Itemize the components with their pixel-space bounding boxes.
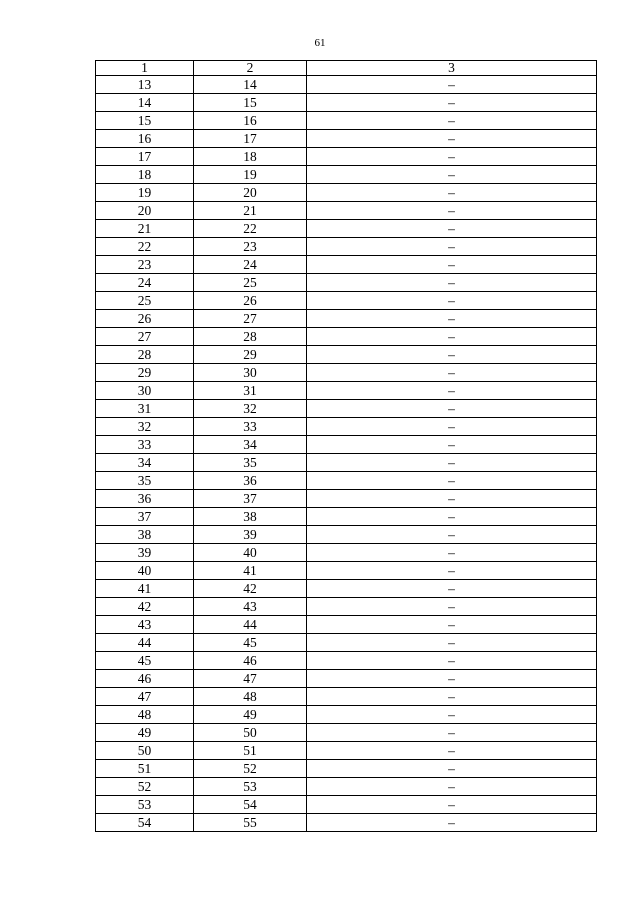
table-cell-col3: – bbox=[307, 184, 597, 202]
table-cell-col1: 37 bbox=[96, 508, 194, 526]
table-row bbox=[96, 148, 597, 166]
table-cell-col3: – bbox=[307, 220, 597, 238]
table-row bbox=[96, 760, 597, 778]
table-row bbox=[96, 580, 597, 598]
table-cell-col3: – bbox=[307, 382, 597, 400]
table-cell-col3: – bbox=[307, 364, 597, 382]
table-cell-col1: 15 bbox=[96, 112, 194, 130]
table-row bbox=[96, 472, 597, 490]
table-row bbox=[96, 382, 597, 400]
table-cell-col3: – bbox=[307, 778, 597, 796]
table-cell-col3: – bbox=[307, 256, 597, 274]
table-cell-col2: 46 bbox=[194, 652, 307, 670]
table-cell-col1: 52 bbox=[96, 778, 194, 796]
table-cell-col1: 18 bbox=[96, 166, 194, 184]
table-cell-col1: 50 bbox=[96, 742, 194, 760]
table-body bbox=[96, 76, 597, 832]
column-header-1: 1 bbox=[96, 61, 194, 76]
table-row bbox=[96, 670, 597, 688]
table-row bbox=[96, 436, 597, 454]
table-cell-col3: – bbox=[307, 202, 597, 220]
table-cell-col3: – bbox=[307, 670, 597, 688]
table-cell-col1: 54 bbox=[96, 814, 194, 832]
table-cell-col3: – bbox=[307, 562, 597, 580]
table-cell-col1: 26 bbox=[96, 310, 194, 328]
table-cell-col2: 55 bbox=[194, 814, 307, 832]
table-row bbox=[96, 688, 597, 706]
table-cell-col2: 21 bbox=[194, 202, 307, 220]
table-row bbox=[96, 634, 597, 652]
table-row bbox=[96, 724, 597, 742]
table-row bbox=[96, 166, 597, 184]
table-cell-col2: 22 bbox=[194, 220, 307, 238]
table-row bbox=[96, 94, 597, 112]
table-cell-col3: – bbox=[307, 616, 597, 634]
table-cell-col2: 14 bbox=[194, 76, 307, 94]
table-cell-col1: 14 bbox=[96, 94, 194, 112]
table-cell-col2: 52 bbox=[194, 760, 307, 778]
table-cell-col2: 17 bbox=[194, 130, 307, 148]
table-row bbox=[96, 292, 597, 310]
table-cell-col2: 35 bbox=[194, 454, 307, 472]
table-row bbox=[96, 598, 597, 616]
table-cell-col2: 53 bbox=[194, 778, 307, 796]
table-cell-col1: 33 bbox=[96, 436, 194, 454]
table-cell-col1: 46 bbox=[96, 670, 194, 688]
table-cell-col1: 20 bbox=[96, 202, 194, 220]
table-cell-col2: 33 bbox=[194, 418, 307, 436]
table-row bbox=[96, 796, 597, 814]
table-cell-col2: 43 bbox=[194, 598, 307, 616]
table-cell-col3: – bbox=[307, 436, 597, 454]
table-row bbox=[96, 76, 597, 94]
table-row bbox=[96, 256, 597, 274]
table-cell-col3: – bbox=[307, 310, 597, 328]
table-cell-col2: 25 bbox=[194, 274, 307, 292]
table-cell-col3: – bbox=[307, 94, 597, 112]
table-cell-col1: 31 bbox=[96, 400, 194, 418]
table-cell-col3: – bbox=[307, 490, 597, 508]
table-cell-col2: 32 bbox=[194, 400, 307, 418]
table-cell-col3: – bbox=[307, 238, 597, 256]
table-cell-col2: 29 bbox=[194, 346, 307, 364]
table-row bbox=[96, 112, 597, 130]
table-cell-col3: – bbox=[307, 472, 597, 490]
table-cell-col3: – bbox=[307, 418, 597, 436]
table-cell-col2: 26 bbox=[194, 292, 307, 310]
table-cell-col1: 48 bbox=[96, 706, 194, 724]
table-cell-col1: 13 bbox=[96, 76, 194, 94]
table-row bbox=[96, 364, 597, 382]
table-cell-col2: 42 bbox=[194, 580, 307, 598]
table-cell-col1: 41 bbox=[96, 580, 194, 598]
table-cell-col1: 23 bbox=[96, 256, 194, 274]
table-cell-col2: 54 bbox=[194, 796, 307, 814]
table-cell-col1: 39 bbox=[96, 544, 194, 562]
table-cell-col1: 40 bbox=[96, 562, 194, 580]
table-cell-col2: 47 bbox=[194, 670, 307, 688]
table-cell-col1: 17 bbox=[96, 148, 194, 166]
table-cell-col1: 30 bbox=[96, 382, 194, 400]
table-cell-col3: – bbox=[307, 544, 597, 562]
table-cell-col1: 29 bbox=[96, 364, 194, 382]
table-row bbox=[96, 346, 597, 364]
table-cell-col3: – bbox=[307, 580, 597, 598]
table-cell-col1: 36 bbox=[96, 490, 194, 508]
table-cell-col3: – bbox=[307, 148, 597, 166]
table-cell-col1: 34 bbox=[96, 454, 194, 472]
table-cell-col2: 30 bbox=[194, 364, 307, 382]
table-cell-col2: 49 bbox=[194, 706, 307, 724]
table-cell-col1: 42 bbox=[96, 598, 194, 616]
table-cell-col1: 49 bbox=[96, 724, 194, 742]
table-cell-col2: 38 bbox=[194, 508, 307, 526]
table-row bbox=[96, 814, 597, 832]
table-cell-col2: 51 bbox=[194, 742, 307, 760]
table-cell-col3: – bbox=[307, 454, 597, 472]
table-cell-col3: – bbox=[307, 688, 597, 706]
table-cell-col1: 53 bbox=[96, 796, 194, 814]
table-cell-col3: – bbox=[307, 346, 597, 364]
table-cell-col3: – bbox=[307, 526, 597, 544]
table-cell-col3: – bbox=[307, 724, 597, 742]
table-cell-col2: 20 bbox=[194, 184, 307, 202]
table-row bbox=[96, 562, 597, 580]
table-row bbox=[96, 778, 597, 796]
table-cell-col1: 38 bbox=[96, 526, 194, 544]
table-cell-col2: 15 bbox=[194, 94, 307, 112]
table-cell-col2: 50 bbox=[194, 724, 307, 742]
table-cell-col1: 21 bbox=[96, 220, 194, 238]
table-row bbox=[96, 274, 597, 292]
table-row bbox=[96, 418, 597, 436]
table-cell-col2: 40 bbox=[194, 544, 307, 562]
table-cell-col1: 25 bbox=[96, 292, 194, 310]
table-row bbox=[96, 454, 597, 472]
table-cell-col3: – bbox=[307, 274, 597, 292]
table-row bbox=[96, 310, 597, 328]
table-cell-col1: 32 bbox=[96, 418, 194, 436]
table-cell-col3: – bbox=[307, 706, 597, 724]
table-cell-col3: – bbox=[307, 400, 597, 418]
table-cell-col2: 34 bbox=[194, 436, 307, 454]
table-row bbox=[96, 400, 597, 418]
table-cell-col1: 16 bbox=[96, 130, 194, 148]
table-cell-col2: 19 bbox=[194, 166, 307, 184]
table-cell-col3: – bbox=[307, 742, 597, 760]
table-cell-col1: 47 bbox=[96, 688, 194, 706]
table-cell-col1: 22 bbox=[96, 238, 194, 256]
column-header-3: 3 bbox=[307, 61, 597, 76]
table-cell-col1: 24 bbox=[96, 274, 194, 292]
table-cell-col1: 45 bbox=[96, 652, 194, 670]
table-cell-col1: 28 bbox=[96, 346, 194, 364]
table-cell-col3: – bbox=[307, 166, 597, 184]
table-cell-col2: 45 bbox=[194, 634, 307, 652]
table-row bbox=[96, 202, 597, 220]
table-cell-col1: 44 bbox=[96, 634, 194, 652]
table-cell-col3: – bbox=[307, 634, 597, 652]
table-row bbox=[96, 238, 597, 256]
table-row bbox=[96, 706, 597, 724]
table-cell-col3: – bbox=[307, 292, 597, 310]
table-cell-col3: – bbox=[307, 598, 597, 616]
table-cell-col2: 24 bbox=[194, 256, 307, 274]
data-table bbox=[95, 60, 597, 832]
header-row bbox=[96, 61, 597, 76]
table-row bbox=[96, 616, 597, 634]
table-header bbox=[96, 61, 597, 76]
table-row bbox=[96, 544, 597, 562]
table-cell-col3: – bbox=[307, 112, 597, 130]
table-cell-col2: 16 bbox=[194, 112, 307, 130]
table-row bbox=[96, 490, 597, 508]
table-cell-col1: 51 bbox=[96, 760, 194, 778]
table-row bbox=[96, 130, 597, 148]
table-row bbox=[96, 526, 597, 544]
table-row bbox=[96, 184, 597, 202]
table-cell-col3: – bbox=[307, 76, 597, 94]
table-cell-col2: 23 bbox=[194, 238, 307, 256]
table-cell-col2: 28 bbox=[194, 328, 307, 346]
table-row bbox=[96, 328, 597, 346]
table-cell-col3: – bbox=[307, 652, 597, 670]
table-cell-col2: 36 bbox=[194, 472, 307, 490]
table-cell-col2: 31 bbox=[194, 382, 307, 400]
table-cell-col3: – bbox=[307, 814, 597, 832]
table-cell-col3: – bbox=[307, 328, 597, 346]
table-cell-col2: 37 bbox=[194, 490, 307, 508]
table-cell-col2: 39 bbox=[194, 526, 307, 544]
table-row bbox=[96, 742, 597, 760]
table-cell-col1: 19 bbox=[96, 184, 194, 202]
table-cell-col1: 35 bbox=[96, 472, 194, 490]
table-cell-col3: – bbox=[307, 508, 597, 526]
page-number: 61 bbox=[314, 37, 326, 49]
table-cell-col2: 27 bbox=[194, 310, 307, 328]
table-cell-col1: 43 bbox=[96, 616, 194, 634]
column-header-2: 2 bbox=[194, 61, 307, 76]
table-cell-col3: – bbox=[307, 796, 597, 814]
table-row bbox=[96, 652, 597, 670]
table-cell-col2: 48 bbox=[194, 688, 307, 706]
table-row bbox=[96, 508, 597, 526]
table-cell-col2: 18 bbox=[194, 148, 307, 166]
table-cell-col3: – bbox=[307, 760, 597, 778]
table-cell-col2: 41 bbox=[194, 562, 307, 580]
table-cell-col1: 27 bbox=[96, 328, 194, 346]
table-row bbox=[96, 220, 597, 238]
table-cell-col3: – bbox=[307, 130, 597, 148]
table-cell-col2: 44 bbox=[194, 616, 307, 634]
